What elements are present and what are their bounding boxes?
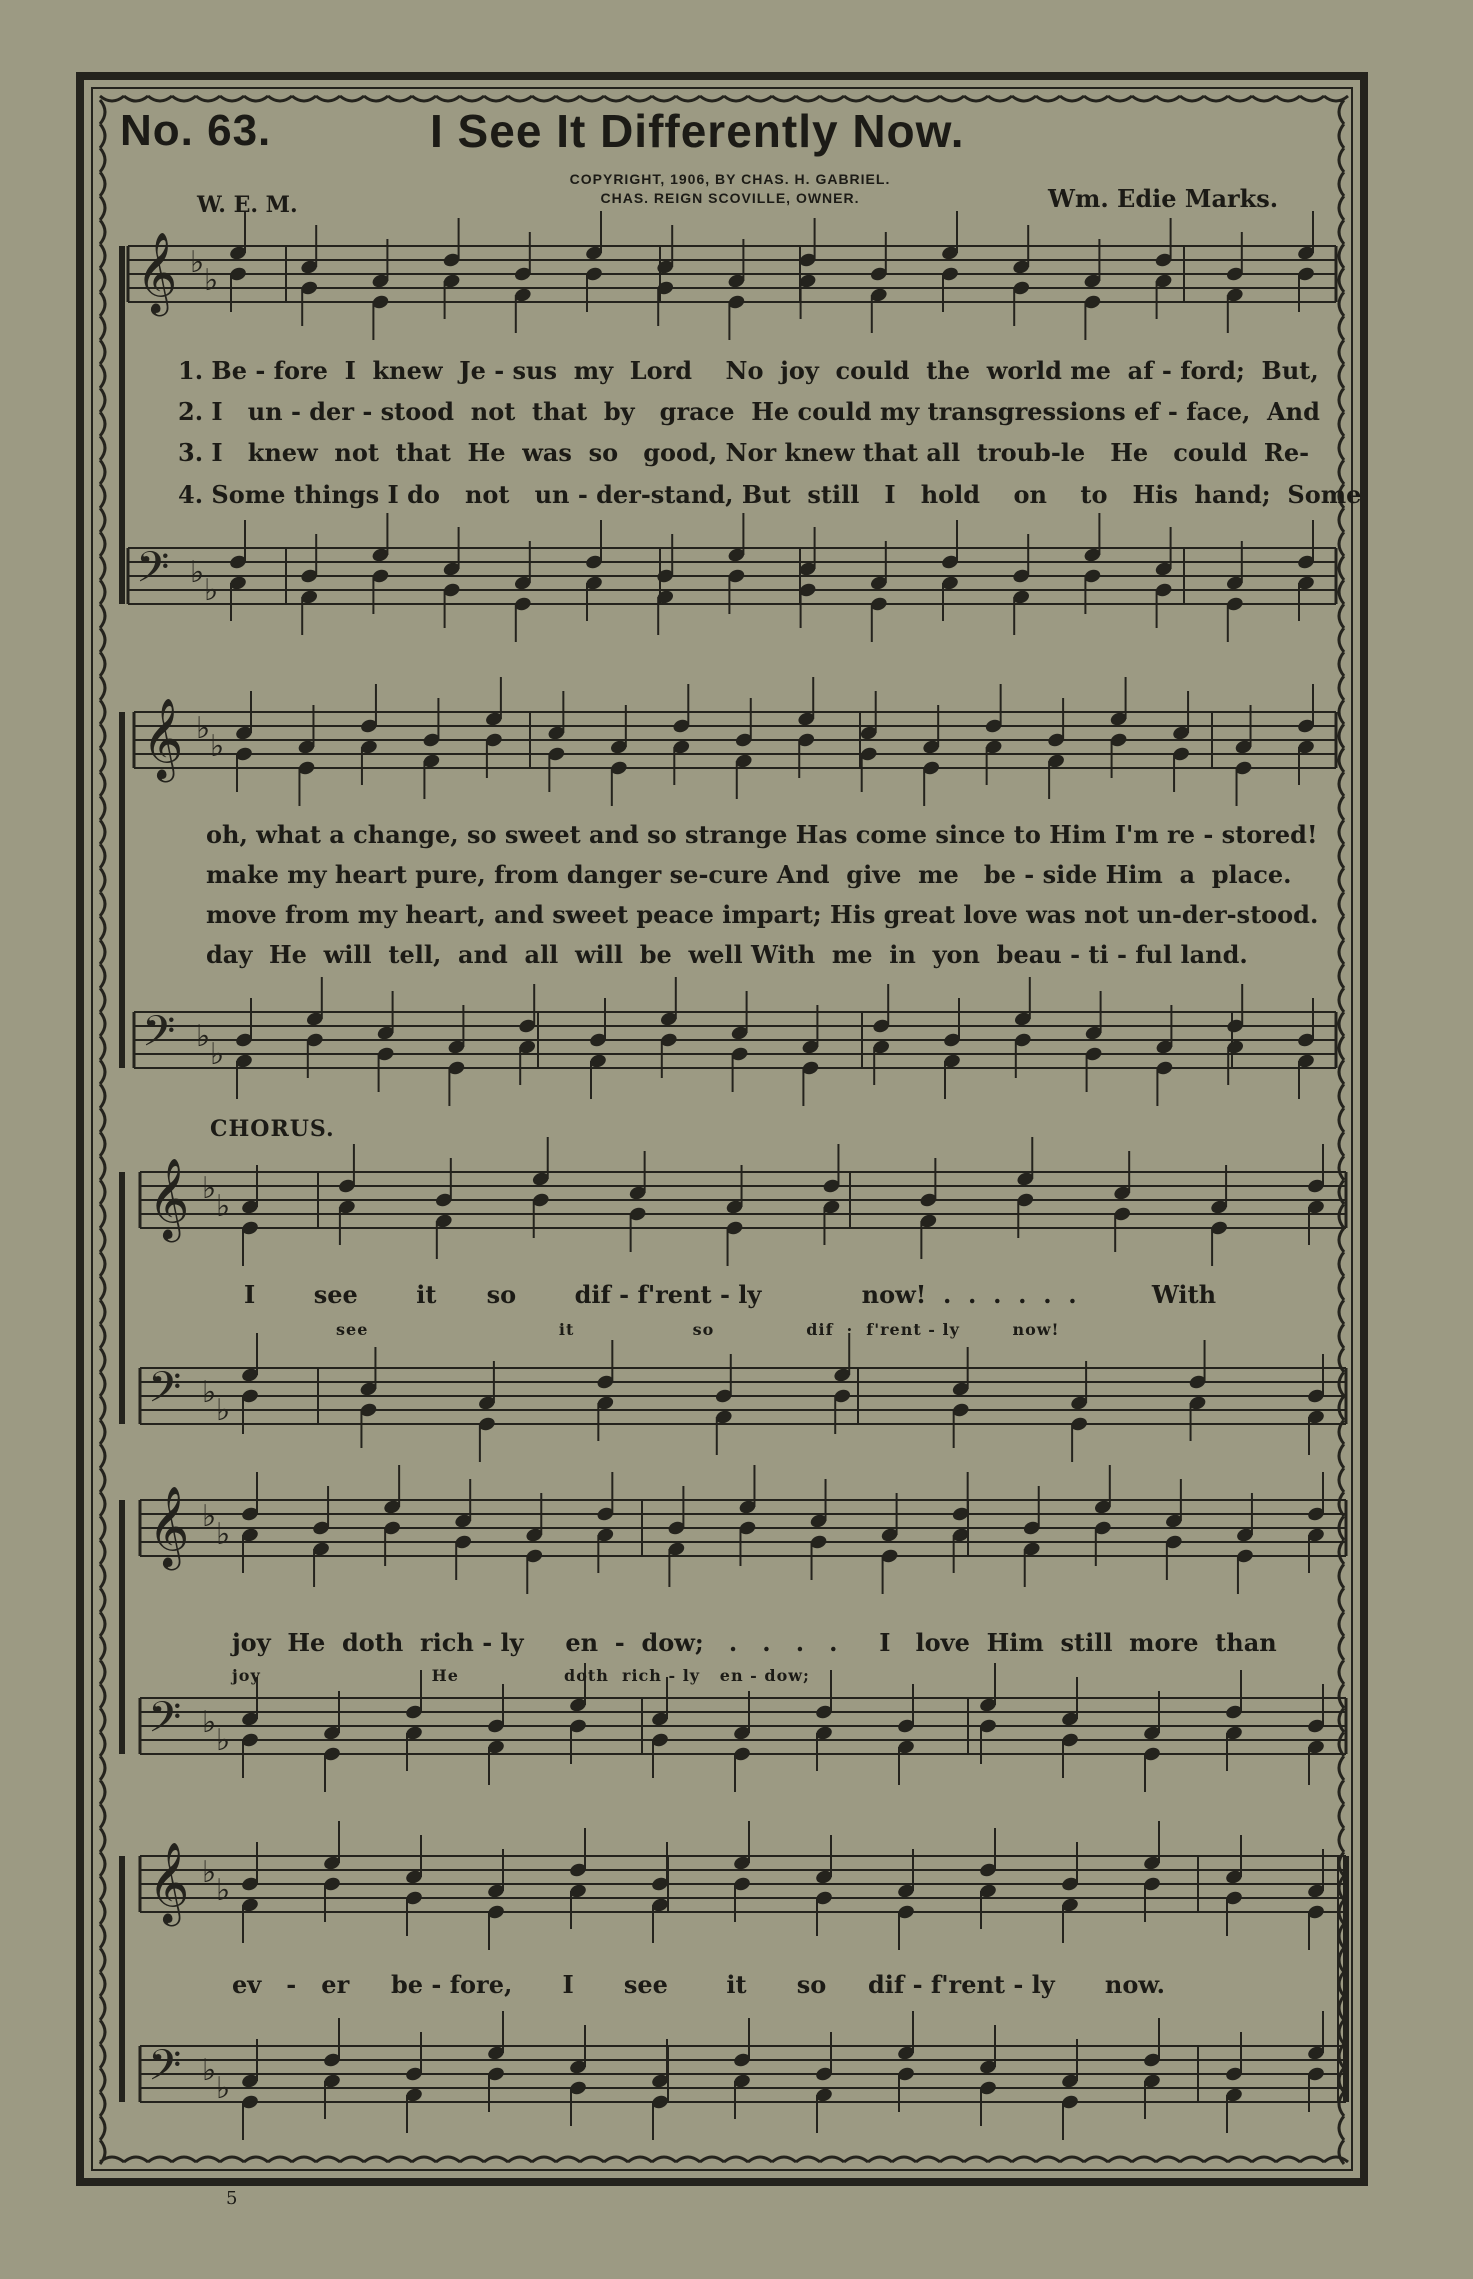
flat-icon: ♭ [210, 729, 225, 764]
verse-line: make my heart pure, from danger se-cure And give me be - side Him a place. [206, 860, 1292, 889]
flat-icon: ♭ [196, 711, 211, 746]
flat-icon: ♭ [216, 1393, 231, 1428]
treble-staff [134, 677, 1336, 806]
flat-icon: ♭ [204, 573, 219, 608]
copyright-notice [470, 170, 990, 208]
treble-staff [128, 211, 1336, 340]
bass-staff [134, 977, 1336, 1106]
title-row [120, 100, 1340, 170]
treble-clef-icon: 𝄞 [148, 1157, 190, 1239]
flat-icon: ♭ [216, 1873, 231, 1908]
verse-line: 2. I un - der - stood not that by grace He could my transgressions ef - face, And [178, 397, 1320, 426]
flat-icon: ♭ [190, 555, 205, 590]
flat-icon: ♭ [202, 1499, 217, 1534]
bass-clef-icon: 𝄢 [148, 1693, 182, 1753]
flat-icon: ♭ [190, 245, 205, 280]
flat-icon: ♭ [204, 263, 219, 298]
verse-line: 3. I knew not that He was so good, Nor knew that all troub-le He could Re- [178, 438, 1310, 467]
chorus-line: ev - er be - fore, I see it so dif - f'rent - ly now. [232, 1970, 1165, 1999]
verse-line: oh, what a change, so sweet and so strange Has come since to Him I'm re - stored! [206, 820, 1318, 849]
flat-icon: ♭ [196, 1019, 211, 1054]
flat-icon: ♭ [216, 1517, 231, 1552]
verse-line: day He will tell, and all will be well With me in yon beau - ti - ful land. [206, 940, 1248, 969]
bass-staff [140, 2011, 1346, 2140]
verse-line: 1. Be - fore I knew Je - sus my Lord No joy could the world me af - ford; But, [178, 356, 1319, 385]
treble-staff [140, 1465, 1346, 1594]
verse-line: 4. Some things I do not un - der-stand, But still I hold on to His hand; Some [178, 480, 1362, 509]
hymn-number: No. 63. [120, 106, 272, 155]
copyright-line: CHAS. REIGN SCOVILLE, OWNER. [600, 190, 860, 206]
chorus-echo-line: joy He doth rich - ly en - dow; [232, 1666, 810, 1685]
flat-icon: ♭ [216, 1723, 231, 1758]
bass-staff [128, 513, 1336, 642]
flat-icon: ♭ [216, 2071, 231, 2106]
treble-staff [140, 1137, 1346, 1266]
flat-icon: ♭ [202, 1705, 217, 1740]
hymn-title: I See It Differently Now. [430, 105, 965, 157]
flat-icon: ♭ [202, 1375, 217, 1410]
chorus-label: CHORUS. [210, 1116, 335, 1142]
treble-staff [140, 1821, 1346, 1950]
flat-icon: ♭ [210, 1037, 225, 1072]
verse-line: move from my heart, and sweet peace impart; His great love was not un-der-stood. [206, 900, 1319, 929]
treble-clef-icon: 𝄞 [142, 697, 184, 779]
chorus-line: I see it so dif - f'rent - ly now! . . . . . . With [244, 1280, 1217, 1309]
chorus-line: joy He doth rich - ly en - dow; . . . . I love Him still more than [232, 1628, 1277, 1657]
treble-clef-icon: 𝄞 [148, 1485, 190, 1567]
treble-clef-icon: 𝄞 [148, 1841, 190, 1923]
bass-clef-icon: 𝄢 [148, 1363, 182, 1423]
flat-icon: ♭ [202, 2053, 217, 2088]
music-credit: Wm. Edie Marks. [1048, 184, 1279, 213]
copyright-line: COPYRIGHT, 1906, BY CHAS. H. GABRIEL. [569, 171, 891, 187]
page-number: 5 [226, 2188, 238, 2209]
bass-clef-icon: 𝄢 [136, 543, 170, 603]
flat-icon: ♭ [202, 1171, 217, 1206]
bass-clef-icon: 𝄢 [142, 1007, 176, 1067]
words-credit: W. E. M. [197, 192, 298, 218]
bass-staff [140, 1333, 1346, 1462]
treble-clef-icon: 𝄞 [136, 231, 178, 313]
flat-icon: ♭ [216, 1189, 231, 1224]
chorus-echo-line: see it so dif · f'rent - ly now! [336, 1320, 1060, 1339]
bass-clef-icon: 𝄢 [148, 2041, 182, 2101]
flat-icon: ♭ [202, 1855, 217, 1890]
